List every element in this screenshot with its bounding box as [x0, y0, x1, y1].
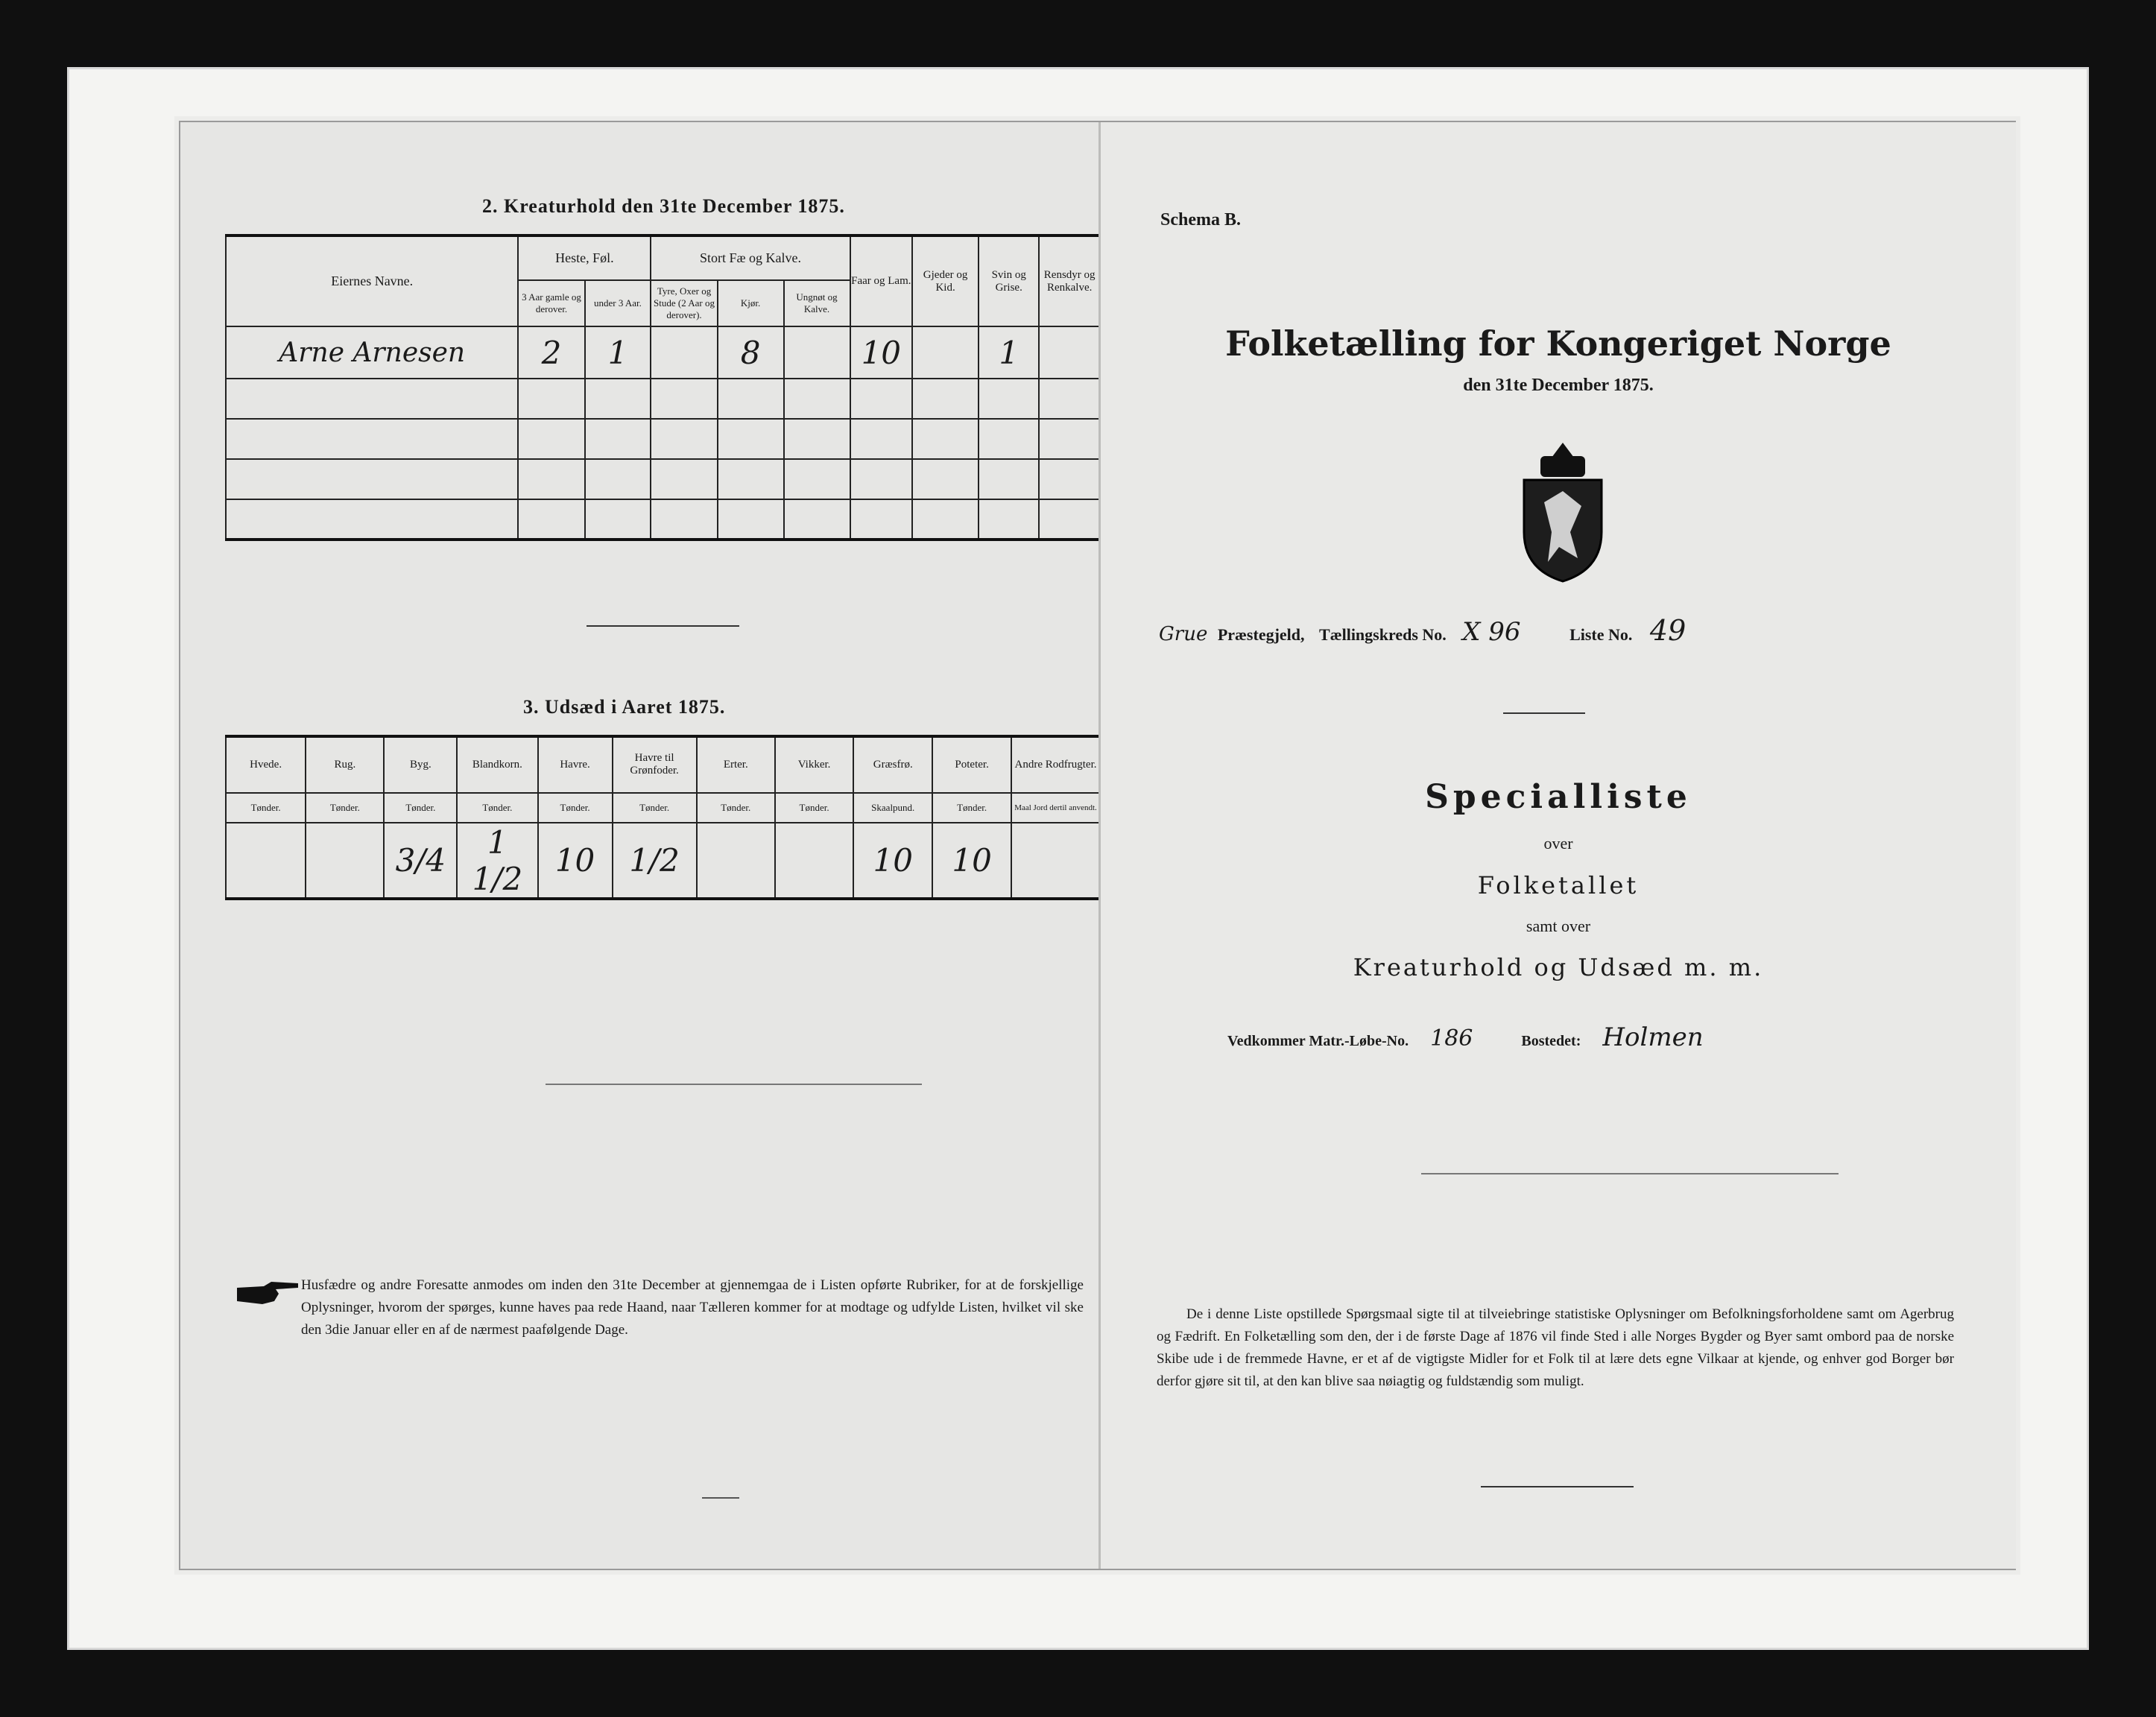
- list-label: Liste No.: [1569, 625, 1633, 644]
- district-label: Tællingskreds No.: [1319, 625, 1447, 644]
- bosted-label: Bostedet:: [1521, 1033, 1581, 1049]
- col-pigs: Svin og Grise.: [979, 235, 1039, 326]
- col-andre-rodfrugter: Andre Rodfrugter.: [1011, 736, 1100, 793]
- col-byg: Byg.: [384, 736, 457, 793]
- havre-gronfoder-value: 1/2: [613, 823, 697, 899]
- divider: [1421, 1173, 1839, 1174]
- erter-value: [697, 823, 775, 899]
- andre-rodfrugter-value: [1011, 823, 1100, 899]
- matr-value: 186: [1430, 1025, 1473, 1052]
- blandkorn-value: 1 1/2: [457, 823, 537, 899]
- unit-byg: Tønder.: [384, 793, 457, 823]
- reindeer-value: [1039, 326, 1100, 379]
- divider: [587, 625, 739, 627]
- col-erter: Erter.: [697, 736, 775, 793]
- graesfro-value: 10: [853, 823, 932, 899]
- owner-name: Arne Arnesen: [226, 326, 518, 379]
- table-row: [226, 326, 1100, 379]
- parish-label: Præstegjeld,: [1217, 625, 1305, 644]
- matr-line: [1227, 1022, 1898, 1052]
- matr-label: Vedkommer Matr.-Løbe-No.: [1227, 1033, 1409, 1049]
- col-horses-old: 3 Aar gamle og derover.: [518, 280, 584, 326]
- parish-line: [1159, 614, 1979, 647]
- list-value: 49: [1649, 614, 1686, 647]
- col-graesfro: Græsfrø.: [853, 736, 932, 793]
- divider: [1481, 1486, 1634, 1487]
- seed-table: [225, 735, 1101, 900]
- district-value: X 96: [1462, 617, 1521, 647]
- col-reindeer: Rensdyr og Renkalve.: [1039, 235, 1100, 326]
- kreatur-title: Kreaturhold og Udsæd m. m.: [1353, 953, 1764, 981]
- col-poteter: Poteter.: [932, 736, 1011, 793]
- unit-blandkorn: Tønder.: [457, 793, 537, 823]
- col-havre: Havre.: [538, 736, 613, 793]
- sheep-value: 10: [850, 326, 912, 379]
- spec-title: Specialliste: [1425, 778, 1692, 816]
- main-title: Folketælling for Kongeriget Norge: [1225, 323, 1891, 364]
- col-sheep: Faar og Lam.: [850, 235, 912, 326]
- col-cattle: Stort Fæ og Kalve.: [651, 235, 850, 280]
- samt-over-text: samt over: [1526, 917, 1591, 935]
- unit-andre-rodfrugter: Maal Jord dertil anvendt.: [1011, 793, 1100, 823]
- havre-value: 10: [538, 823, 613, 899]
- unit-erter: Tønder.: [697, 793, 775, 823]
- poteter-value: 10: [932, 823, 1011, 899]
- info-paragraph: De i denne Liste opstillede Spørgsmaal sigte til at tilveiebringe statistiske Oplysninger om Befolkningsforholdene samt om Agerbrug og Fædrift. En Folketælling som den, der i de første Dage af 1876 vil finde Sted i alle Norges Bygder og Byer samt ombord paa de norske Skibe ude i de fremmede Havne, er et af de vigtigste Midler for et Folk til at lære dets egne Vilkaar at kjende, og enhver god Borger bør derfor gjøre sit til, at den kan blive saa nøiagtig og fuldstændig som muligt.: [1157, 1306, 1954, 1389]
- goats-value: [912, 326, 979, 379]
- col-cattle-young: Ungnøt og Kalve.: [784, 280, 850, 326]
- schema-label: Schema B.: [1160, 210, 1241, 230]
- over-text: over: [1543, 834, 1573, 853]
- cattle-bulls-value: [651, 326, 717, 379]
- col-goats: Gjeder og Kid.: [912, 235, 979, 326]
- pigs-value: 1: [979, 326, 1039, 379]
- census-date: den 31te December 1875.: [1463, 376, 1654, 395]
- coat-of-arms-icon: [1518, 435, 1607, 584]
- left-page: [180, 122, 1101, 1569]
- horses-old-value: 2: [518, 326, 584, 379]
- col-havre-gronfoder: Havre til Grønfoder.: [613, 736, 697, 793]
- livestock-table: [225, 234, 1101, 541]
- pointing-hand-icon: [234, 1279, 301, 1309]
- col-cattle-bulls: Tyre, Oxer og Stude (2 Aar og derover).: [651, 280, 717, 326]
- byg-value: 3/4: [384, 823, 457, 899]
- horses-young-value: 1: [585, 326, 651, 379]
- divider: [1503, 712, 1585, 714]
- instruction-note: Husfædre og andre Foresatte anmodes om inden den 31te December at gjennemgaa de i Listen opførte Rubriker, for at de forskjellige Oplysninger, hvorom der spørges, kunne haves paa rede Haand, naar Tælleren kommer for at modtage og udfylde Listen, hvilket vil ske den 3die Januar eller en af de nærmest paafølgende Dage.: [301, 1277, 1084, 1338]
- unit-havre-gronfoder: Tønder.: [613, 793, 697, 823]
- right-page: [1101, 122, 2016, 1569]
- vikker-value: [775, 823, 853, 899]
- parish-value: Grue: [1159, 623, 1208, 645]
- unit-hvede: Tønder.: [226, 793, 306, 823]
- col-rug: Rug.: [306, 736, 384, 793]
- table-row: [226, 823, 1100, 899]
- col-cattle-cows: Kjør.: [718, 280, 784, 326]
- unit-poteter: Tønder.: [932, 793, 1011, 823]
- unit-vikker: Tønder.: [775, 793, 853, 823]
- section3-title: 3. Udsæd i Aaret 1875.: [523, 696, 726, 718]
- col-horses-young: under 3 Aar.: [585, 280, 651, 326]
- census-sheet: [179, 121, 2016, 1570]
- divider: [546, 1084, 922, 1085]
- folketallet-title: Folketallet: [1477, 871, 1640, 899]
- unit-graesfro: Skaalpund.: [853, 793, 932, 823]
- hvede-value: [226, 823, 306, 899]
- cattle-young-value: [784, 326, 850, 379]
- divider: [702, 1497, 739, 1499]
- col-blandkorn: Blandkorn.: [457, 736, 537, 793]
- col-owner: Eiernes Navne.: [226, 235, 518, 326]
- bosted-value: Holmen: [1602, 1022, 1704, 1052]
- unit-havre: Tønder.: [538, 793, 613, 823]
- section2-title: 2. Kreaturhold den 31te December 1875.: [482, 195, 845, 217]
- rug-value: [306, 823, 384, 899]
- unit-rug: Tønder.: [306, 793, 384, 823]
- col-vikker: Vikker.: [775, 736, 853, 793]
- col-horses: Heste, Føl.: [518, 235, 651, 280]
- col-hvede: Hvede.: [226, 736, 306, 793]
- cattle-cows-value: 8: [718, 326, 784, 379]
